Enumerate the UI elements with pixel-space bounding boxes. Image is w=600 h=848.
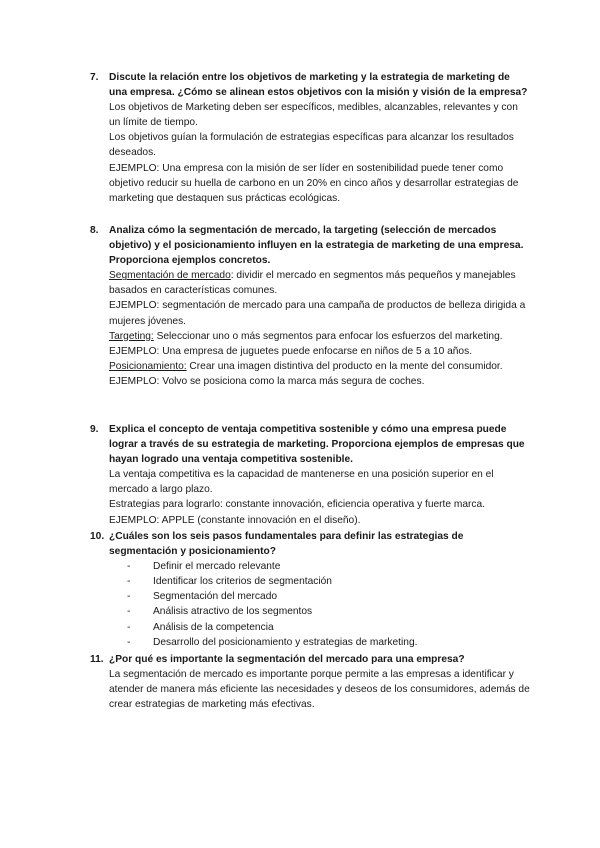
question-number: 9. bbox=[90, 424, 99, 435]
answer-paragraph: EJEMPLO: Una empresa de juguetes puede enfocarse en niños de 5 a 10 años. bbox=[109, 345, 473, 357]
question-number: 10. bbox=[90, 531, 105, 542]
answer bbox=[109, 268, 530, 389]
answer-paragraph: Estrategias para lograrlo: constante innovación, eficiencia operativa y fuerte marca. bbox=[109, 499, 486, 511]
answer-paragraph: EJEMPLO: Una empresa con la misión de ser líder en sostenibilidad puede tener como objetivo reducir su huella de carbono en un 20% en cinco años y desarrollar estrategias de marketing que destaquen sus prácticas ecológicas. bbox=[109, 162, 519, 204]
question-number: 7. bbox=[90, 72, 99, 83]
answer-paragraph: Los objetivos de Marketing deben ser específicos, medibles, alcanzables, relevantes y con un límite de tiempo. bbox=[109, 102, 518, 129]
question-text: ¿Por qué es importante la segmentación del mercado para una empresa? bbox=[109, 654, 465, 665]
question-9 bbox=[90, 422, 530, 528]
term-targeting: Targeting: bbox=[109, 330, 154, 342]
answer bbox=[109, 667, 530, 712]
answer-paragraph: La ventaja competitiva es la capacidad de mantenerse en una posición superior en el mercado a largo plazo. bbox=[109, 469, 494, 496]
list-item: - Análisis de la competencia bbox=[109, 620, 530, 635]
question-8 bbox=[90, 223, 530, 389]
question-number: 11. bbox=[90, 654, 104, 665]
list-item: - Desarrollo del posicionamiento y estrategias de marketing. bbox=[109, 635, 530, 650]
list-item: - Segmentación del mercado bbox=[109, 589, 530, 604]
term-posicionamiento: Posicionamiento: bbox=[109, 360, 187, 372]
answer bbox=[109, 467, 530, 527]
question-number: 8. bbox=[90, 225, 99, 236]
question-text: Analiza cómo la segmentación de mercado, la targeting (selección de mercados objetivo) y el posicionamiento influyen en la estrategia de marketing de una empresa. Proporciona ejemplos concretos. bbox=[109, 225, 524, 267]
question-10 bbox=[90, 529, 530, 650]
term-segmentacion: Segmentación de mercado bbox=[109, 270, 231, 282]
answer-paragraph: Los objetivos guían la formulación de estrategias específicas para alcanzar los resultados deseados. bbox=[109, 132, 514, 159]
answer-paragraph: EJEMPLO: APPLE (constante innovación en el diseño). bbox=[109, 514, 361, 526]
list-item: - Identificar los criterios de segmentación bbox=[109, 574, 530, 589]
question-11 bbox=[90, 652, 530, 712]
steps-list bbox=[109, 559, 530, 650]
answer-paragraph bbox=[109, 359, 530, 374]
list-item: - Definir el mercado relevante bbox=[109, 559, 530, 574]
term-definition: : dividir el mercado en segmentos más pequeños y manejables basados en características comunes. bbox=[109, 270, 516, 297]
list-item: - Análisis atractivo de los segmentos bbox=[109, 604, 530, 619]
answer-paragraph bbox=[109, 329, 530, 344]
question-7 bbox=[90, 70, 530, 206]
question-text: ¿Cuáles son los seis pasos fundamentales para definir las estrategias de segmentación y posicionamiento? bbox=[109, 531, 464, 558]
answer bbox=[109, 100, 530, 206]
question-text: Explica el concepto de ventaja competitiva sostenible y cómo una empresa puede lograr a través de su estrategia de marketing. Proporciona ejemplos de empresas que hayan logrado una ventaja competitiva sostenible. bbox=[109, 424, 525, 466]
term-definition: Crear una imagen distintiva del producto en la mente del consumidor. bbox=[186, 360, 503, 372]
term-definition: Seleccionar uno o más segmentos para enfocar los esfuerzos del marketing. bbox=[153, 330, 503, 342]
answer-paragraph: EJEMPLO: segmentación de mercado para una campaña de productos de belleza dirigida a mujeres jóvenes. bbox=[109, 300, 526, 327]
answer-paragraph bbox=[109, 268, 530, 298]
question-text: Discute la relación entre los objetivos de marketing y la estrategia de marketing de una empresa. ¿Cómo se alinean estos objetivos con la misión y visión de la empresa? bbox=[109, 72, 528, 99]
answer-paragraph: EJEMPLO: Volvo se posiciona como la marca más segura de coches. bbox=[109, 375, 425, 387]
answer-paragraph: La segmentación de mercado es importante porque permite a las empresas a identificar y atender de manera más eficiente las necesidades y deseos de los consumidores, además de crear estrategias de marketing más efectivas. bbox=[109, 669, 530, 711]
